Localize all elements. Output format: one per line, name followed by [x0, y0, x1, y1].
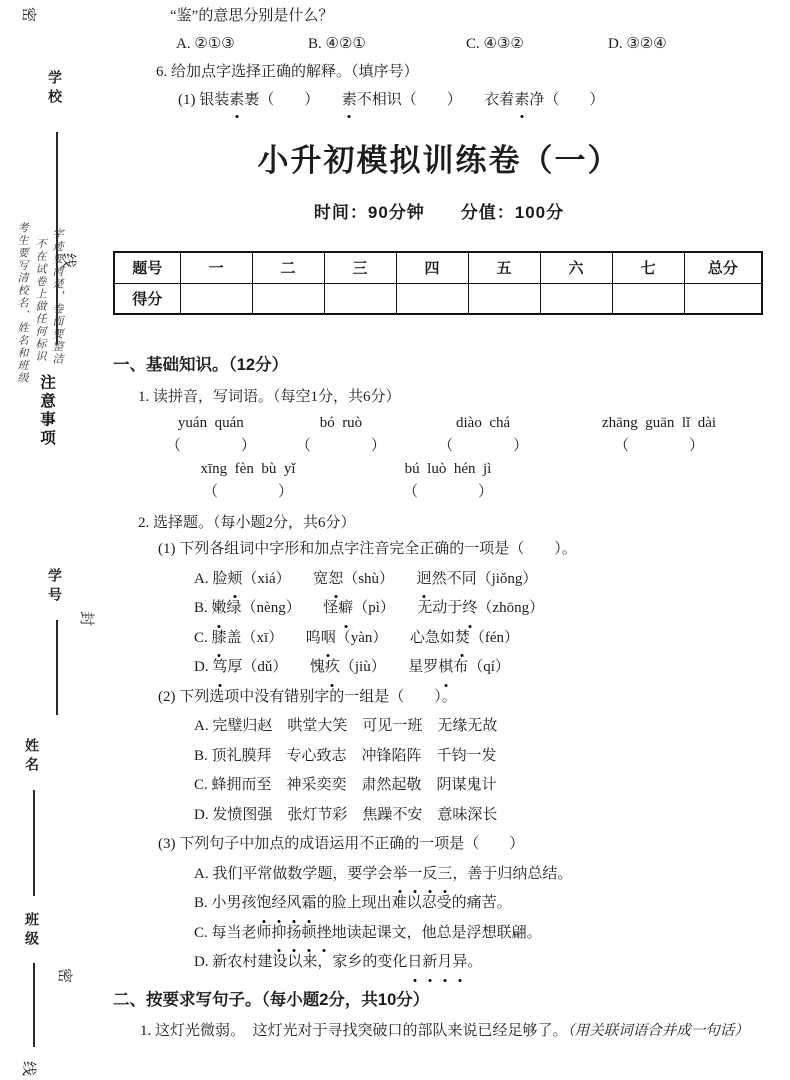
q2-1-option-b: B. 嫩绿（nèng） 怪癖（pì） 无动于终（zhōng）	[113, 594, 765, 624]
s2-q1-note: （用关联词语合并成一句话）	[567, 1022, 749, 1039]
q2-1-option-d: D. 笃厚（dǔ） 愧疚（jiù） 星罗棋布（qí）	[113, 653, 765, 683]
seal-char-mi-2: 密	[56, 967, 74, 984]
option-d: D. ③②④	[608, 36, 667, 52]
s2-q1-text: 1. 这灯光微弱。 这灯光对于寻找突破口的部队来说已经足够了。	[140, 1022, 568, 1039]
q2-2-option-c: C. 蜂拥而至 神采奕奕 肃然起敬 阴谋鬼计	[194, 777, 497, 793]
option-b: B. ④②①	[308, 36, 366, 52]
pinyin-item: bú luò hén jì	[404, 461, 492, 477]
q2-1-option-a: A. 脸颊（xiá） 宽恕（shù） 迥然不同（jiǒng）	[113, 565, 765, 595]
seal-char-mi-top: 密	[20, 6, 38, 23]
paper-title: 小升初模拟训练卷（一）	[257, 143, 621, 178]
answer-blank: （ ）	[202, 484, 293, 500]
score-cell	[180, 283, 252, 314]
section-2-heading: 二、按要求写句子。（每小题2分，共10分）	[113, 990, 430, 1009]
seal-margin	[0, 0, 112, 1080]
col-6: 六	[540, 252, 612, 283]
option-a: A. ②①③	[176, 36, 235, 52]
seal-char-feng: 封	[78, 610, 96, 627]
q2-2-stem: (2) 下列选项中没有错别字的一组是（ ）。	[158, 688, 457, 705]
section-1-heading: 一、基础知识。（12分）	[113, 356, 289, 374]
score-table-header-row	[114, 252, 762, 283]
remnant-question: “鉴”的意思分别是什么？	[170, 8, 334, 24]
exam-note-2: 不在试卷上做任何标识	[34, 238, 46, 363]
col-4: 四	[396, 252, 468, 283]
class-write-line	[33, 963, 35, 1047]
question-number-label: 题号	[114, 252, 180, 283]
pinyin-item: zhāng guān lǐ dài	[601, 415, 717, 431]
seal-char-xian-1: 线	[60, 252, 78, 269]
score-cell	[684, 283, 762, 314]
col-1: 一	[180, 252, 252, 283]
score-cell	[396, 283, 468, 314]
q2-2-option-d: D. 发愤图强 张灯节彩 焦躁不安 意味深长	[194, 806, 498, 823]
class-field-label: 班级	[24, 912, 40, 950]
previous-page-remnant	[113, 2, 765, 114]
answer-blank: （ ）	[295, 438, 386, 454]
col-5: 五	[468, 252, 540, 283]
col-3: 三	[324, 252, 396, 283]
paper-meta: 时间：90分钟 分值：100分	[313, 203, 565, 222]
pinyin-row-1	[113, 415, 765, 432]
answer-blank: （ ）	[613, 438, 704, 454]
exam-content	[113, 2, 765, 1046]
exam-note-1: 考生要写清校名、姓名和班级	[16, 222, 28, 385]
notice-title: 注意事项	[38, 374, 55, 448]
q2-stem: 2. 选择题。（每小题2分，共6分）	[138, 515, 356, 531]
pinyin-item: diào chá	[456, 415, 511, 431]
answer-blank: （ ）	[165, 438, 256, 454]
q2-2-option-b: B. 顶礼膜拜 专心致志 冲锋陷阵 千钧一发	[194, 747, 497, 764]
score-cell	[468, 283, 540, 314]
s2-q1	[113, 1016, 765, 1046]
q2-1-option-c: C. 膝盖（xī） 呜咽（yàn） 心急如焚（fén）	[113, 624, 765, 654]
answer-blank: （ ）	[438, 438, 529, 454]
col-total: 总分	[684, 252, 762, 283]
option-c: C. ④③②	[466, 36, 524, 52]
answer-blank-row-2	[113, 480, 765, 501]
q2-3-option-c: C. 每当老师抑扬顿挫地读起课文，他总是浮想联翩。	[113, 919, 765, 949]
score-table-score-row	[114, 283, 762, 314]
name-field-label: 姓名	[24, 738, 40, 776]
question-6-sub1: (1) 银装素裹（ ） 素不相识（ ） 衣着素净（ ）	[113, 86, 765, 114]
question-6-stem: 6. 给加点字选择正确的解释。（填序号）	[156, 64, 419, 80]
score-cell	[540, 283, 612, 314]
section-2-sentences	[113, 988, 765, 1046]
score-label: 得分	[114, 283, 180, 314]
score-cell	[324, 283, 396, 314]
pinyin-row-2	[113, 461, 765, 478]
pinyin-item: xīng fèn bù yǐ	[200, 461, 296, 477]
student-id-field-label: 学号	[47, 568, 63, 606]
col-2: 二	[252, 252, 324, 283]
col-7: 七	[612, 252, 684, 283]
pinyin-item: bó ruò	[319, 415, 363, 431]
q2-3-stem: (3) 下列句子中加点的成语运用不正确的一项是（ ）	[158, 836, 525, 852]
school-field-label: 学校	[47, 70, 63, 108]
score-cell	[612, 283, 684, 314]
q2-3-option-d: D. 新农村建设以来，家乡的变化日新月异。	[113, 948, 765, 978]
exam-note-3: 字迹要清楚，卷面要整洁	[51, 228, 63, 366]
q2-2-option-a: A. 完璧归赵 哄堂大笑 可见一班 无缘无故	[194, 718, 498, 734]
answer-blank: （ ）	[402, 484, 493, 500]
seal-char-xian-2: 线	[20, 1060, 38, 1077]
score-table	[113, 251, 763, 315]
section-1-basics	[113, 353, 765, 978]
answer-blank-row-1	[113, 434, 765, 455]
name-write-line	[33, 790, 35, 896]
q1-stem: 1. 读拼音，写词语。（每空1分，共6分）	[138, 389, 401, 405]
q2-3-option-a: A. 我们平常做数学题，要学会举一反三，善于归纳总结。	[113, 860, 765, 890]
q2-3-option-b: B. 小男孩饱经风霜的脸上现出难以忍受的痛苦。	[113, 889, 765, 919]
q2-1-stem: (1) 下列各组词中字形和加点字注音完全正确的一项是（ ）。	[158, 541, 577, 557]
score-cell	[252, 283, 324, 314]
student-id-write-line	[56, 620, 58, 715]
pinyin-item: yuán quán	[177, 415, 244, 431]
remnant-options-row	[113, 30, 765, 58]
